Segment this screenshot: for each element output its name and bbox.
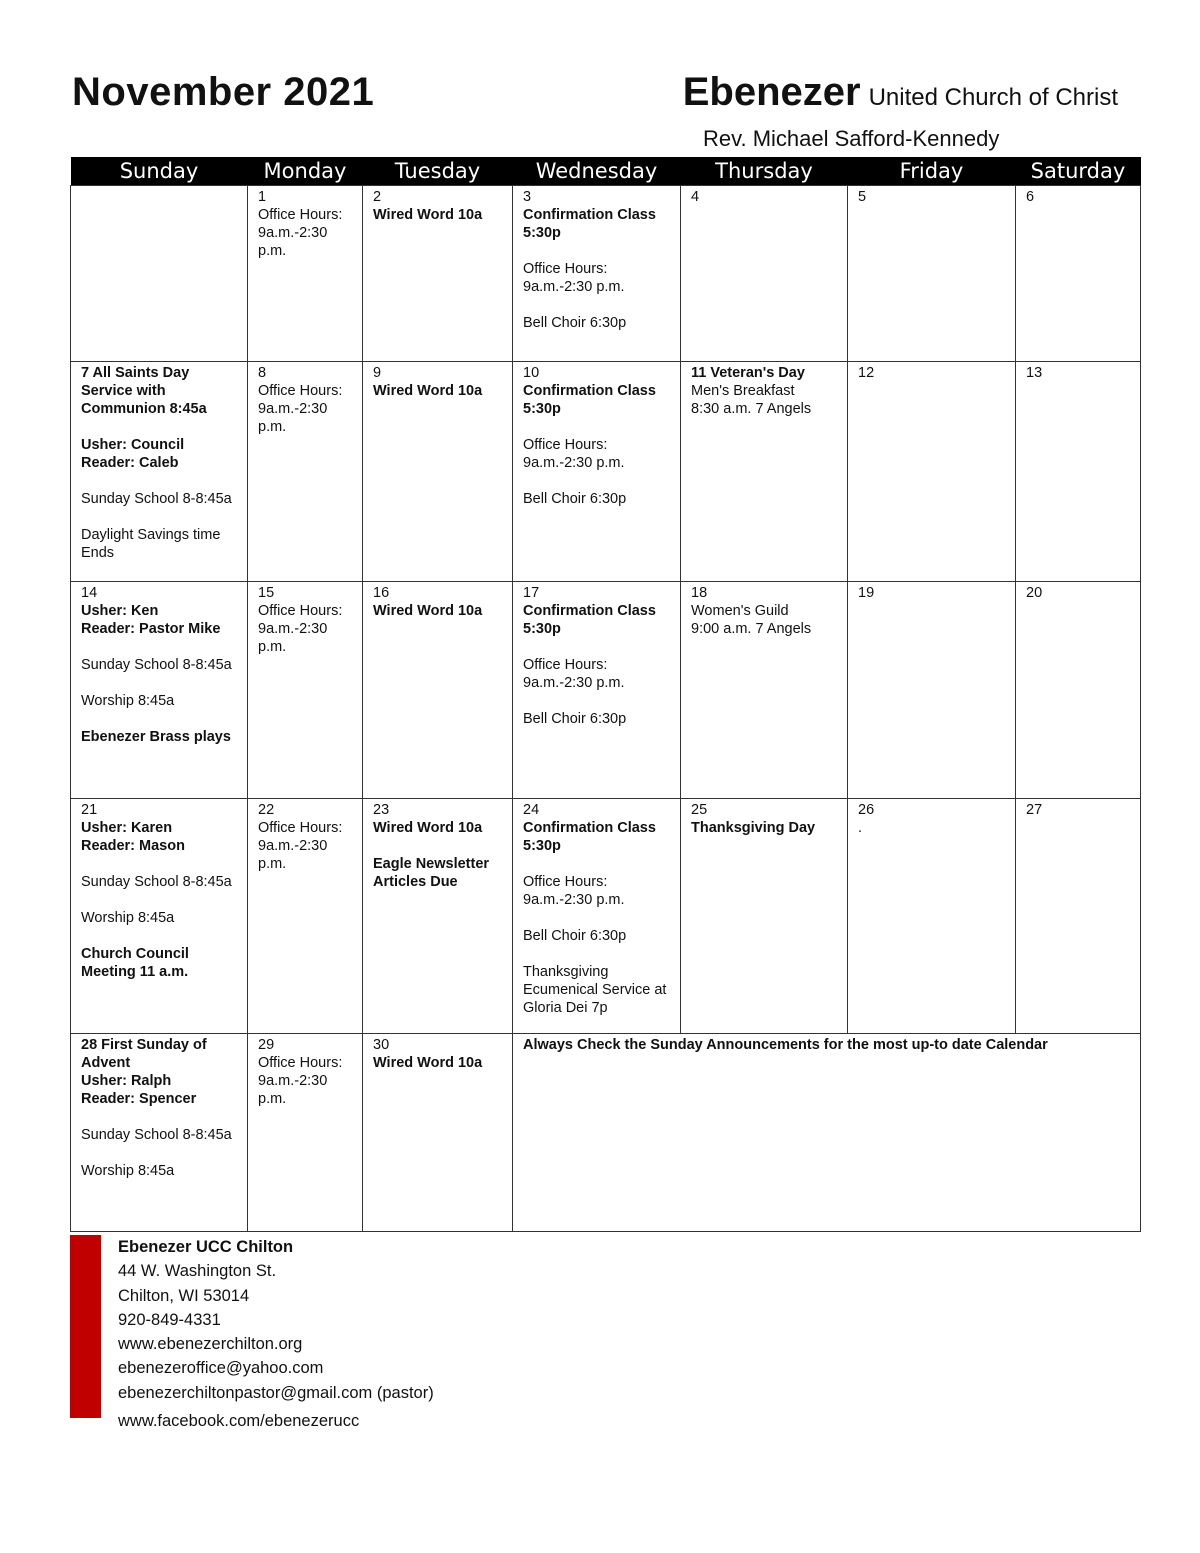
day-number: 3: [523, 189, 532, 205]
weekday-header: Thursday: [681, 157, 848, 186]
event-entry: Office Hours: 9a.m.-2:30 p.m.: [523, 657, 625, 691]
event-entry: Thanksgiving Ecumenical Service at Gloria Dei 7p: [523, 964, 667, 1016]
weekday-header: Sunday: [71, 157, 248, 186]
event-entry: Bell Choir 6:30p: [523, 928, 627, 944]
event-entry: Bell Choir 6:30p: [523, 711, 627, 727]
day-cell: [71, 186, 248, 362]
day-number: 7 All Saints Day: [81, 365, 190, 381]
day-number: 13: [1026, 365, 1043, 381]
contact-email-office[interactable]: ebenezeroffice@yahoo.com: [118, 1359, 324, 1378]
day-cell: [363, 582, 513, 799]
day-cell: [1016, 362, 1141, 582]
event-entry: Men's Breakfast 8:30 a.m. 7 Angels: [691, 383, 812, 417]
day-cell: [681, 186, 848, 362]
day-cell: [248, 1034, 363, 1232]
day-cell: [71, 799, 248, 1034]
event-entry: Worship 8:45a: [81, 1163, 175, 1179]
event-entry: Office Hours: 9a.m.-2:30 p.m.: [258, 1055, 343, 1107]
church-subtitle: United Church of Christ: [868, 84, 1118, 111]
event-entry: Eagle Newsletter Articles Due: [373, 856, 490, 890]
day-cell: [848, 582, 1016, 799]
calendar-grid: [70, 157, 1141, 1232]
weekday-header: Tuesday: [363, 157, 513, 186]
day-cell: [363, 799, 513, 1034]
contact-website[interactable]: www.ebenezerchilton.org: [118, 1335, 303, 1354]
day-number: 6: [1026, 189, 1035, 205]
event-entry: Sunday School 8-8:45a: [81, 1127, 232, 1143]
weekday-header: Wednesday: [513, 157, 681, 186]
day-number: 25: [691, 802, 708, 818]
day-number: 10: [523, 365, 540, 381]
church-name: Ebenezer: [682, 70, 861, 114]
event-entry: Bell Choir 6:30p: [523, 491, 627, 507]
event-entry: Worship 8:45a: [81, 693, 175, 709]
day-cell: [363, 362, 513, 582]
weekday-header: Friday: [848, 157, 1016, 186]
day-cell: [1016, 799, 1141, 1034]
contact-facebook[interactable]: www.facebook.com/ebenezerucc: [118, 1412, 360, 1431]
event-entry: Church Council Meeting 11 a.m.: [81, 946, 189, 980]
day-number: 23: [373, 802, 390, 818]
day-cell: [513, 799, 681, 1034]
event-entry: Usher: Ken Reader: Pastor Mike: [81, 603, 221, 637]
event-entry: Wired Word 10a: [373, 207, 483, 223]
announcement-notice: Always Check the Sunday Announcements for the most up-to date Calendar: [513, 1034, 1141, 1232]
day-number: 8: [258, 365, 267, 381]
week-row: [71, 186, 1141, 362]
pastor-name: Rev. Michael Safford-Kennedy: [703, 126, 1000, 151]
event-entry: .: [858, 820, 863, 836]
day-cell: [248, 186, 363, 362]
event-entry: Wired Word 10a: [373, 1055, 483, 1071]
event-entry: Service with Communion 8:45a: [81, 383, 207, 417]
day-number: 11 Veteran's Day: [691, 365, 805, 381]
day-cell: [681, 582, 848, 799]
day-number: 5: [858, 189, 867, 205]
day-number: 24: [523, 802, 540, 818]
event-entry: Office Hours: 9a.m.-2:30 p.m.: [258, 603, 343, 655]
day-cell: [71, 1034, 248, 1232]
event-entry: Confirmation Class 5:30p: [523, 820, 656, 854]
day-cell: [848, 799, 1016, 1034]
event-entry: Confirmation Class 5:30p: [523, 207, 656, 241]
event-entry: Bell Choir 6:30p: [523, 315, 627, 331]
day-number: 22: [258, 802, 275, 818]
day-number: 27: [1026, 802, 1043, 818]
day-number: 26: [858, 802, 875, 818]
day-cell: [248, 799, 363, 1034]
weekday-header: Monday: [248, 157, 363, 186]
day-number: 30: [373, 1037, 390, 1053]
day-number: 12: [858, 365, 875, 381]
contact-city: Chilton, WI 53014: [118, 1286, 250, 1305]
day-cell: [681, 362, 848, 582]
day-number: 29: [258, 1037, 275, 1053]
event-entry: Usher: Ralph Reader: Spencer: [81, 1073, 197, 1107]
event-entry: Wired Word 10a: [373, 383, 483, 399]
event-entry: Usher: Karen Reader: Mason: [81, 820, 185, 854]
day-cell: [248, 582, 363, 799]
day-number: 21: [81, 802, 98, 818]
day-number: 1: [258, 189, 267, 205]
weekday-header: Saturday: [1016, 157, 1141, 186]
day-number: 16: [373, 585, 390, 601]
day-number: 17: [523, 585, 540, 601]
week-row: [71, 362, 1141, 582]
event-entry: Office Hours: 9a.m.-2:30 p.m.: [523, 261, 625, 295]
day-number: 14: [81, 585, 98, 601]
church-header: [683, 70, 1118, 115]
day-cell: [363, 1034, 513, 1232]
event-entry: Office Hours: 9a.m.-2:30 p.m.: [258, 207, 343, 259]
event-entry: Wired Word 10a: [373, 603, 483, 619]
event-entry: Office Hours: 9a.m.-2:30 p.m.: [523, 874, 625, 908]
event-entry: Sunday School 8-8:45a: [81, 874, 232, 890]
day-cell: [513, 186, 681, 362]
month-title: November 2021: [72, 70, 375, 114]
contact-email-pastor[interactable]: ebenezerchiltonpastor@gmail.com (pastor): [118, 1383, 434, 1402]
day-number: 2: [373, 189, 382, 205]
contact-block: [118, 1235, 434, 1433]
day-number: 15: [258, 585, 275, 601]
event-entry: Office Hours: 9a.m.-2:30 p.m.: [258, 383, 343, 435]
day-number: 4: [691, 189, 700, 205]
day-cell: [681, 799, 848, 1034]
week-row: [71, 799, 1141, 1034]
event-entry: Confirmation Class 5:30p: [523, 383, 656, 417]
day-number: 19: [858, 585, 875, 601]
week-row: [71, 582, 1141, 799]
day-cell: [513, 582, 681, 799]
day-cell: [1016, 582, 1141, 799]
day-number: 28 First Sunday of Advent: [81, 1037, 207, 1071]
event-entry: Office Hours: 9a.m.-2:30 p.m.: [258, 820, 343, 872]
event-entry: Confirmation Class 5:30p: [523, 603, 656, 637]
footer-accent-bar: [70, 1235, 101, 1418]
day-number: 20: [1026, 585, 1043, 601]
event-entry: Usher: Council Reader: Caleb: [81, 437, 185, 471]
event-entry: Thanksgiving Day: [691, 820, 816, 836]
day-cell: [363, 186, 513, 362]
contact-name: Ebenezer UCC Chilton: [118, 1238, 294, 1256]
day-cell: [848, 186, 1016, 362]
event-entry: Sunday School 8-8:45a: [81, 491, 232, 507]
day-cell: [848, 362, 1016, 582]
event-entry: Office Hours: 9a.m.-2:30 p.m.: [523, 437, 625, 471]
day-cell: [71, 362, 248, 582]
day-number: 9: [373, 365, 382, 381]
event-entry: Women's Guild 9:00 a.m. 7 Angels: [691, 603, 812, 637]
day-cell: [71, 582, 248, 799]
contact-address: 44 W. Washington St.: [118, 1262, 277, 1281]
weekday-header-row: [71, 157, 1141, 186]
event-entry: Daylight Savings time Ends: [81, 527, 221, 561]
event-entry: Ebenezer Brass plays: [81, 729, 231, 745]
event-entry: Wired Word 10a: [373, 820, 483, 836]
event-entry: Sunday School 8-8:45a: [81, 657, 232, 673]
week-row: [71, 1034, 1141, 1232]
day-cell: [1016, 186, 1141, 362]
day-number: 18: [691, 585, 708, 601]
day-cell: [248, 362, 363, 582]
contact-phone: 920-849-4331: [118, 1310, 221, 1329]
day-cell: [513, 362, 681, 582]
event-entry: Worship 8:45a: [81, 910, 175, 926]
